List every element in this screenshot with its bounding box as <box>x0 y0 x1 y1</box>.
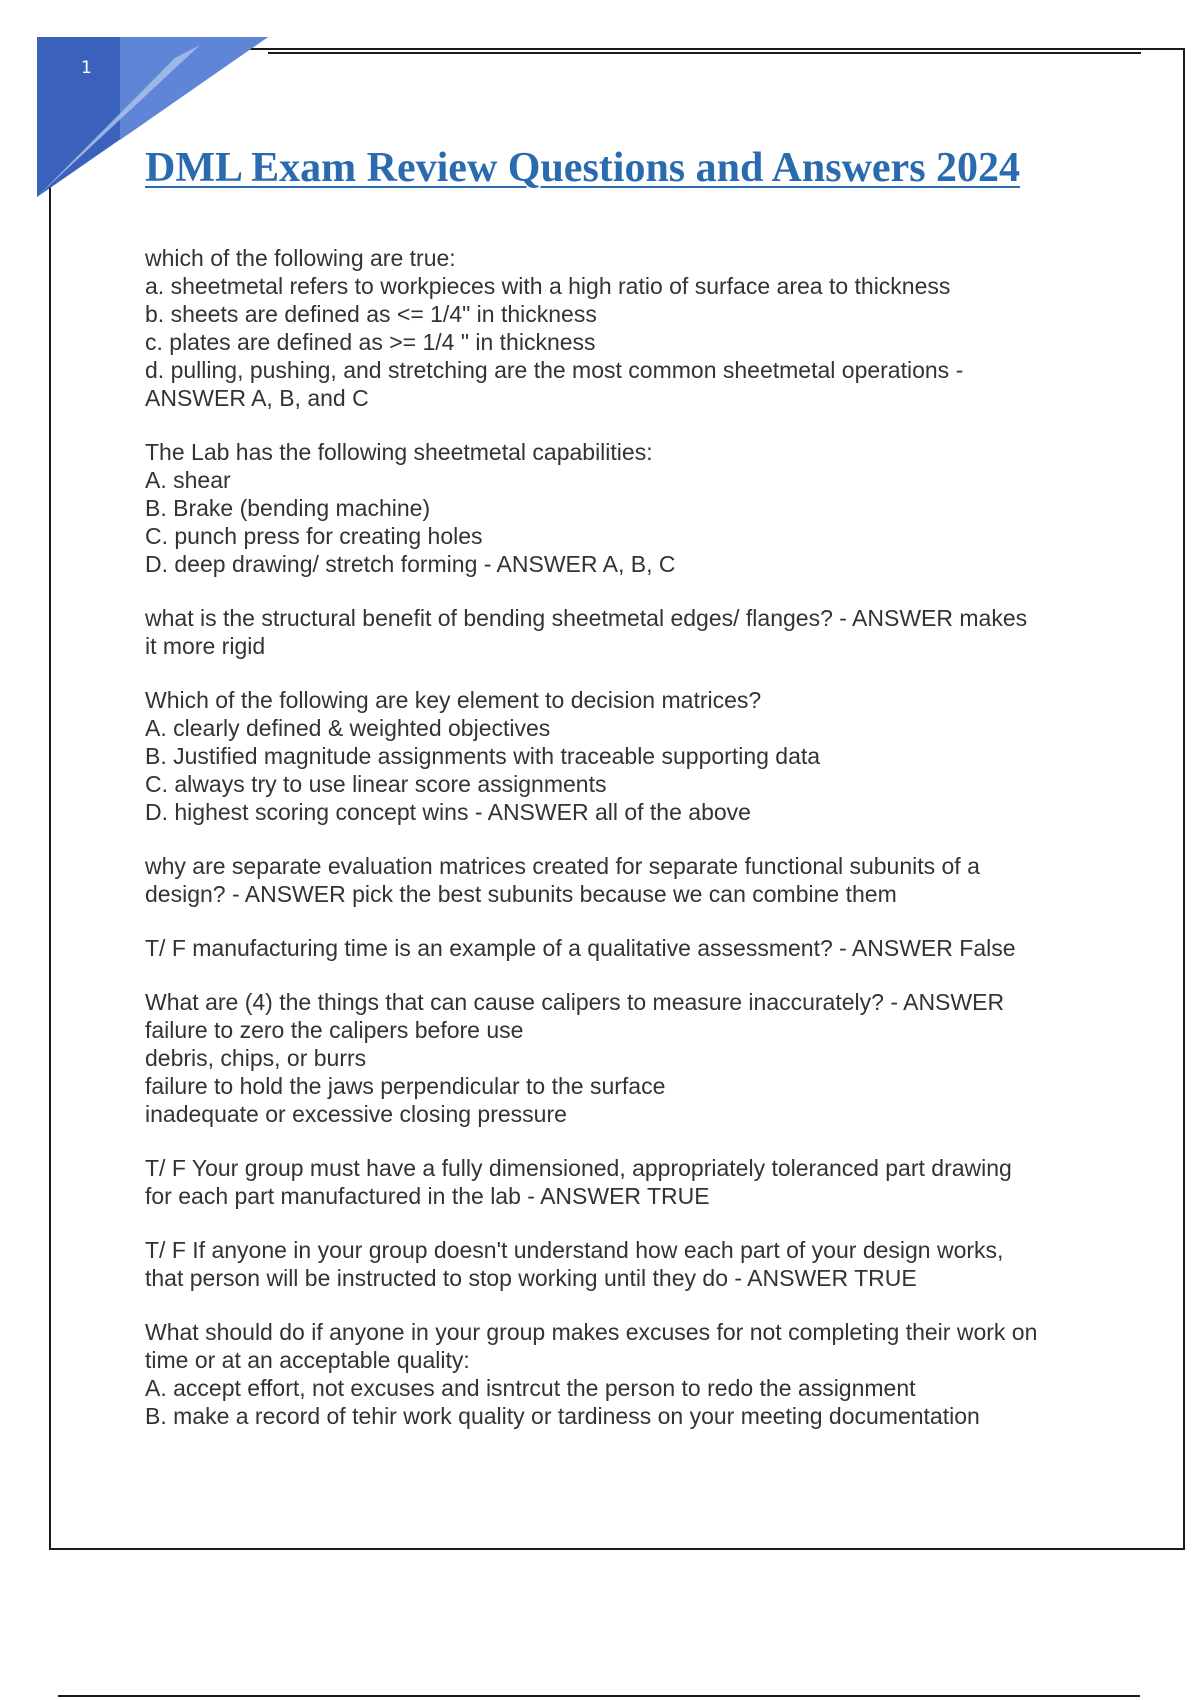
qa-line: B. Brake (bending machine) <box>145 495 431 521</box>
page-number: 1 <box>81 58 92 78</box>
qa-line: b. sheets are defined as <= 1/4" in thickness <box>145 301 597 327</box>
qa-block <box>145 934 1095 962</box>
qa-line: T/ F If anyone in your group doesn't understand how each part of your design works, <box>145 1237 1004 1263</box>
qa-line: T/ F Your group must have a fully dimensioned, appropriately toleranced part drawing <box>145 1155 1012 1181</box>
qa-block <box>145 1154 1095 1210</box>
qa-line: T/ F manufacturing time is an example of a qualitative assessment? - ANSWER False <box>145 935 1016 961</box>
qa-line: C. punch press for creating holes <box>145 523 483 549</box>
qa-line: for each part manufactured in the lab - ANSWER TRUE <box>145 1183 710 1209</box>
qa-line: What are (4) the things that can cause calipers to measure inaccurately? - ANSWER <box>145 989 1005 1015</box>
qa-list <box>145 244 1095 1456</box>
qa-line: inadequate or excessive closing pressure <box>145 1101 567 1127</box>
qa-line: A. clearly defined & weighted objectives <box>145 715 551 741</box>
qa-line: failure to hold the jaws perpendicular to the surface <box>145 1073 666 1099</box>
qa-block <box>145 852 1095 908</box>
qa-line: Which of the following are key element to decision matrices? <box>145 687 762 713</box>
qa-line: d. pulling, pushing, and stretching are the most common sheetmetal operations - <box>145 357 964 383</box>
qa-line: ANSWER A, B, and C <box>145 385 369 411</box>
qa-line: A. shear <box>145 467 231 493</box>
qa-line: A. accept effort, not excuses and isntrcut the person to redo the assignment <box>145 1375 916 1401</box>
qa-line: B. make a record of tehir work quality or tardiness on your meeting documentation <box>145 1403 980 1429</box>
qa-line: it more rigid <box>145 633 266 659</box>
qa-line: What should do if anyone in your group makes excuses for not completing their work on <box>145 1319 1038 1345</box>
qa-line: c. plates are defined as >= 1/4 " in thickness <box>145 329 596 355</box>
qa-line: time or at an acceptable quality: <box>145 1347 470 1373</box>
header-rule <box>268 52 1141 54</box>
qa-line: which of the following are true: <box>145 245 456 271</box>
qa-block <box>145 1318 1095 1430</box>
qa-block <box>145 686 1095 826</box>
qa-block <box>145 604 1095 660</box>
qa-line: failure to zero the calipers before use <box>145 1017 524 1043</box>
corner-shape-mid <box>120 37 268 140</box>
qa-line: D. deep drawing/ stretch forming - ANSWER A, B, C <box>145 551 676 577</box>
qa-line: C. always try to use linear score assignments <box>145 771 607 797</box>
qa-line: what is the structural benefit of bending sheetmetal edges/ flanges? - ANSWER makes <box>145 605 1028 631</box>
qa-line: B. Justified magnitude assignments with traceable supporting data <box>145 743 821 769</box>
qa-line: D. highest scoring concept wins - ANSWER all of the above <box>145 799 751 825</box>
qa-line: The Lab has the following sheetmetal capabilities: <box>145 439 653 465</box>
qa-block <box>145 988 1095 1128</box>
page-title: DML Exam Review Questions and Answers 2024 <box>145 145 1021 191</box>
qa-line: debris, chips, or burrs <box>145 1045 367 1071</box>
footer-rule <box>58 1695 1140 1697</box>
qa-line: a. sheetmetal refers to workpieces with a high ratio of surface area to thickness <box>145 273 951 299</box>
qa-block <box>145 438 1095 578</box>
qa-line: that person will be instructed to stop working until they do - ANSWER TRUE <box>145 1265 917 1291</box>
qa-line: why are separate evaluation matrices created for separate functional subunits of a <box>145 853 980 879</box>
qa-block <box>145 1236 1095 1292</box>
qa-line: design? - ANSWER pick the best subunits because we can combine them <box>145 881 897 907</box>
qa-block <box>145 244 1095 412</box>
